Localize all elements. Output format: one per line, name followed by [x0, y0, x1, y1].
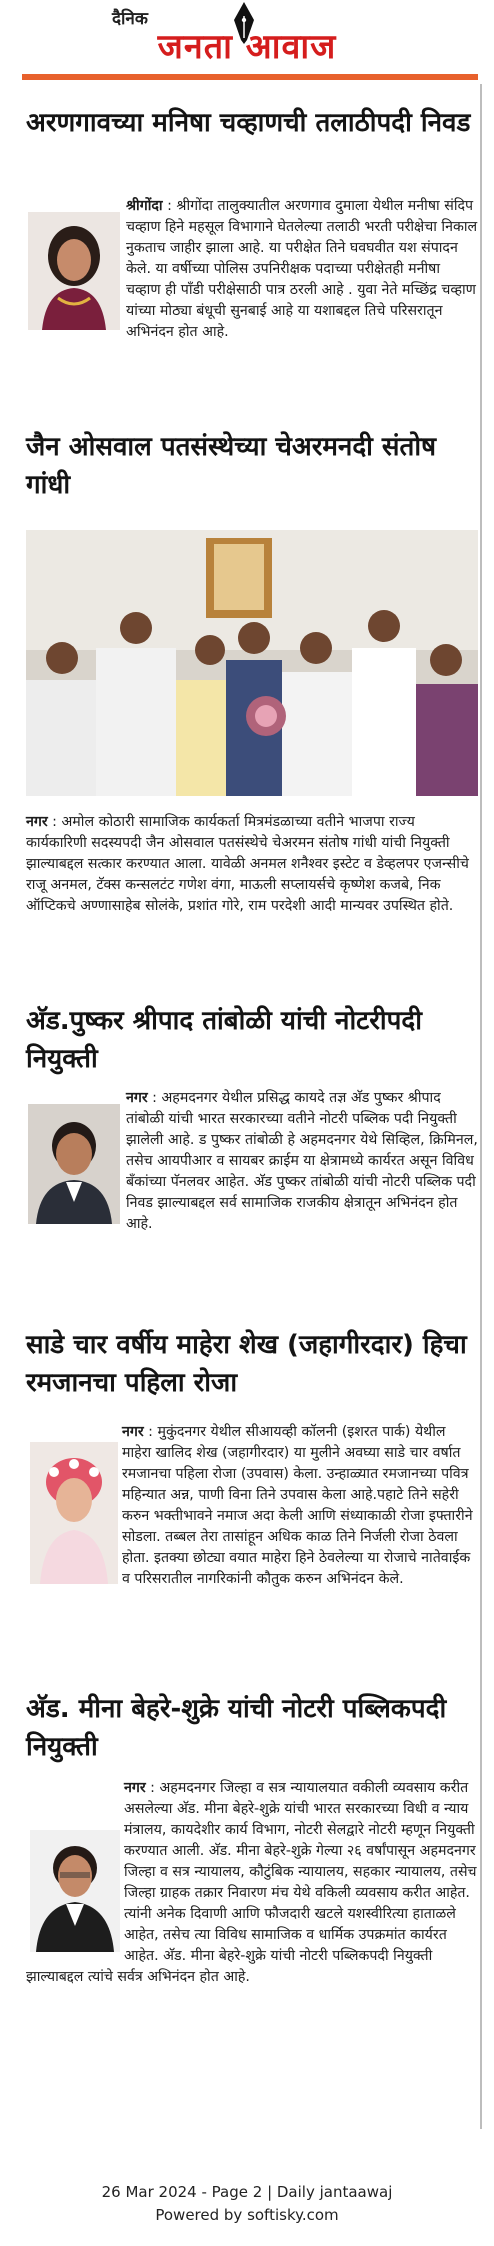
footer-powered-by: Powered by softisky.com: [155, 2206, 339, 2224]
column-rule: [480, 84, 482, 2129]
article-4-text: [26, 1422, 478, 1590]
article-4-dateline: नगर: [122, 1424, 144, 1440]
article-5-dateline: नगर: [124, 1780, 146, 1796]
article-3-headline: अ‍ॅड.पुष्कर श्रीपाद तांबोळी यांची नोटरीपदी नियुक्ती: [26, 1006, 422, 1074]
masthead: [0, 0, 494, 82]
article-2-text: [26, 812, 478, 917]
article-1-headline: अरणगावच्या मनिषा चव्हाणची तलाठीपदी निवड: [26, 108, 471, 138]
article-4-body: : मुकुंदनगर येथील सीआयव्ही कॉलनी (इशरत पार्क) येथील माहेरा खालिद शेख (जहागीरदार) या मुलीने अवघ्या साडे चार वर्षात रमजानचा पहिला रोजा (उपवास) केला. उन्हाळ्यात रमजानच्या पवित्र महिन्यात अन्न, पाणी विना तिने उपवास केला आहे.पहाटे तिने सहेरी करुन भक्तीभावने नमाज अदा केली आणि संध्याकाळी रोजा इफ्तारीने सोडला. तब्बल तेरा तासांहून अधिक काळ तिने निर्जली रोजा ठेवला होता. इतक्या छोट्या वयात माहेरा हिने ठेवलेल्या या रोजाचे नातेवाईक व परिसरातील नागरिकांनी कौतुक करुन अभिनंदन केले.: [122, 1424, 473, 1587]
article-5-body: : अहमदनगर जिल्हा व सत्र न्यायालयात वकीली व्यवसाय करीत असलेल्या अ‍ॅड. मीना बेहरे-शुक्रे यांची भारत सरकारच्या विधी व न्याय मंत्रालय, कायदेशीर कार्य विभाग, नोटरी सेलद्वारे नोटरी म्हणून नियुक्ती करण्यात आली. अ‍ॅड. मीना बेहरे-शुक्रे गेल्या २६ वर्षांपासून अहमदनगर जिल्हा व सत्र न्यायालय, कौटुंबिक न्यायालय, सहकार न्यायालय, तसेच जिल्हा ग्राहक तक्रार निवारण मंच येथे वकिली व्यवसाय करीत आहेत. त्यांनी अनेक दिवाणी आणि फौजदारी खटले यशस्वीरित्या हाताळले आहेत, तसेच त्या विविध सामाजिक व धार्मिक उपक्रमांत कार्यरत आहेत. अ‍ॅड. मीना बेहरे-शुक्रे यांची नोटरी पब्लिकपदी नियुक्ती झाल्याबद्दल त्यांचे सर्वत्र अभिनंदन होत आहे.: [26, 1780, 477, 1985]
article-3-dateline: नगर: [126, 1090, 148, 1106]
article-1-dateline: श्रीगोंदा: [126, 198, 163, 214]
article-1-body: : श्रीगोंदा तालुक्यातील अरणगाव दुमाला येथील मनीषा संदिप चव्हाण हिने महसूल विभागाने घेतलेल्या तलाठी भरती परीक्षेचा निकाल नुकताच जाहीर झाला आहे. या परीक्षेत तिने घवघवीत यश संपादन केले. या वर्षीच्या पोलिस उपनिरीक्षक पदाच्या परीक्षेतही मनीषा चव्हाण ही पाँडी परीक्षेसाठी पात्र ठरली आहे . युवा नेते मच्छिंद्र चव्हाण यांच्या मोठ्या बंधूची सुनबाई आहे या यशाबद्दल तिचे परिसरातून अभिनंदन होत आहे.: [126, 198, 478, 340]
masthead-divider: [22, 74, 478, 80]
article-3-text: [26, 1088, 478, 1235]
article-5-text: [26, 1778, 478, 1988]
masthead-title: जनता आवाज: [157, 27, 337, 67]
article-2-photo: [26, 530, 478, 796]
article-4-headline: साडे चार वर्षीय माहेरा शेख (जहागीरदार) हिचा रमजानचा पहिला रोजा: [26, 1330, 467, 1398]
article-2-body: : अमोल कोठारी सामाजिक कार्यकर्ता मित्रमंडळाच्या वतीने भाजपा राज्य कार्यकारिणी सदस्यपदी जैन ओसवाल पतसंस्थेचे चेअरमन संतोष गांधी यांची नियुक्ती झाल्याबद्दल सत्कार करण्यात आला. यावेळी अनमल शनैश्वर इस्टेट व डेव्हलपर एजन्सीचे राजू अनमल, टॅक्स कन्सलटंट गणेश वंगा, माऊली सप्लायर्सचे कृष्णेश कजबे, निक ऑप्टिकचे अण्णासाहेब सोलंके, प्रशांत गोरे, राम परदेशी आदी मान्यवर उपस्थित होते.: [26, 814, 469, 914]
footer-date-page: 26 Mar 2024 - Page 2 | Daily jantaawaj: [101, 2183, 393, 2201]
article-3-body: : अहमदनगर येथील प्रसिद्ध कायदे तज्ञ अ‍ॅड पुष्कर श्रीपाद तांबोळी यांची भारत सरकारच्या वतीने नोटरी पब्लिक पदी नियुक्ती झालेली आहे. ड पुष्कर तांबोळी हे अहमदनगर येथे सिव्हिल, क्रिमिनल, तसेच आयपीआर व सायबर क्राईम या क्षेत्रामध्ये कार्यरत असून विविध बँकांच्या पॅनलवर आहेत. अ‍ॅड पुष्कर तांबोळी यांची नोटरी पब्लिक पदी निवड झाल्याबद्दल सर्व सामाजिक राजकीय क्षेत्रातून अभिनंदन होत आहे.: [126, 1090, 478, 1232]
article-2-dateline: नगर: [26, 814, 48, 830]
masthead-daily: दैनिक: [112, 9, 148, 29]
article-2-headline: जैन ओसवाल पतसंस्थेच्या चेअरमनदी संतोष गांधी: [26, 432, 437, 500]
article-1-body-top: [26, 196, 478, 343]
article-5-headline: अ‍ॅड. मीना बेहरे-शुक्रे यांची नोटरी पब्लिकपदी नियुक्ती: [26, 1694, 447, 1762]
